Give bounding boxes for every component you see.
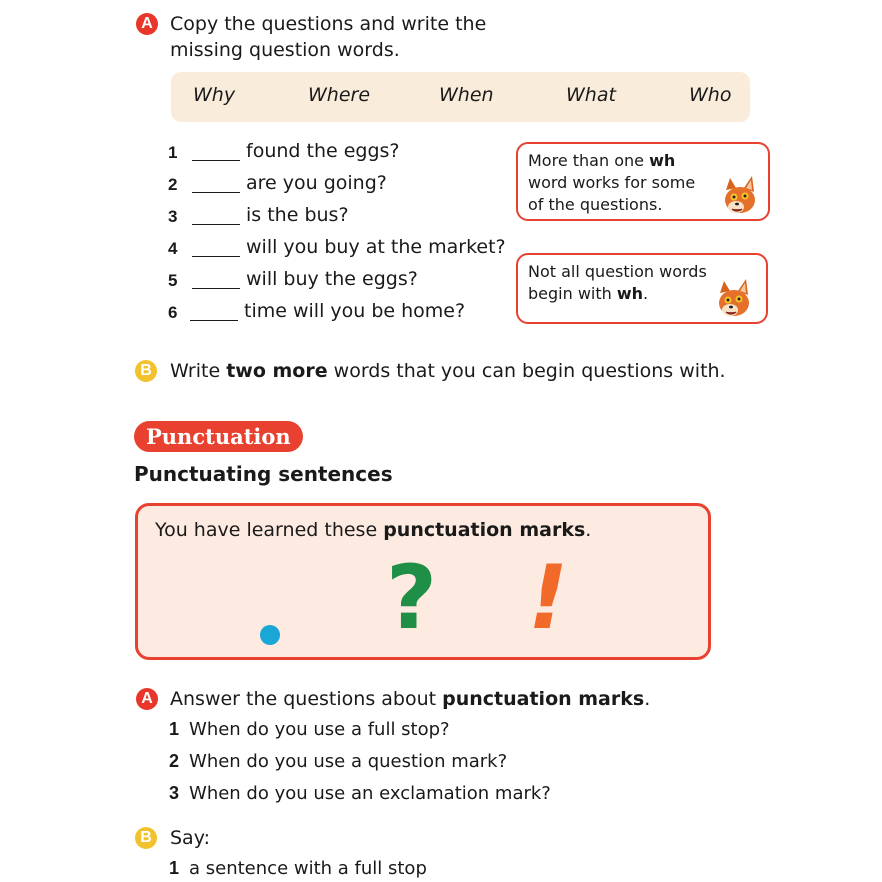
- answer-blank[interactable]: [192, 288, 240, 289]
- answer-blank[interactable]: [192, 160, 240, 161]
- punctuation-marks-box: [135, 503, 711, 660]
- question-number: 5: [168, 271, 178, 290]
- activity-a-instruction: [170, 11, 486, 63]
- tip-text: Not all question words begin with wh.: [528, 262, 707, 303]
- list-item: 1 a sentence with a full stop: [169, 858, 427, 879]
- word-bank-item: When: [439, 84, 494, 106]
- question-number: 4: [168, 239, 178, 258]
- section-pill-punctuation: Punctuation: [134, 421, 303, 452]
- list-item: 2 When do you use a question mark?: [169, 751, 508, 772]
- answer-blank[interactable]: [190, 320, 238, 321]
- word-bank: [171, 72, 750, 122]
- activity-a-badge: A: [136, 688, 158, 710]
- answer-blank[interactable]: [192, 256, 240, 257]
- tip-box-not-all-wh: [516, 253, 768, 324]
- punctuation-box-text: You have learned these punctuation marks.: [155, 519, 592, 541]
- word-bank-item: Why: [193, 84, 236, 106]
- question-text: are you going?: [246, 172, 387, 194]
- instruction-line-1: Copy the questions and write the: [170, 13, 487, 35]
- instruction-line-2: missing question words.: [170, 39, 400, 61]
- activity-b-badge: B: [135, 827, 157, 849]
- full-stop-mark: [260, 625, 280, 645]
- question-number: 6: [168, 303, 178, 322]
- exclamation-mark: !: [528, 546, 569, 649]
- question-text: found the eggs?: [246, 140, 400, 162]
- list-item: 3 When do you use an exclamation mark?: [169, 783, 551, 804]
- activity-b-label: Say:: [170, 827, 210, 849]
- question-number: 1: [168, 143, 178, 162]
- tip-text: More than one wh word works for some of the questions.: [528, 151, 696, 214]
- section-heading: Punctuating sentences: [134, 462, 393, 486]
- activity-b-instruction: Write two more words that you can begin questions with.: [170, 360, 726, 382]
- word-bank-item: Who: [689, 84, 732, 106]
- answer-blank[interactable]: [192, 224, 240, 225]
- question-number: 2: [168, 175, 178, 194]
- question-text: will buy the eggs?: [246, 268, 418, 290]
- question-text: will you buy at the market?: [246, 236, 506, 258]
- answer-blank[interactable]: [192, 192, 240, 193]
- activity-b-badge: B: [135, 360, 157, 382]
- question-number: 3: [168, 207, 178, 226]
- cat-mascot-icon: [718, 176, 760, 218]
- activity-a-badge: A: [136, 13, 158, 35]
- activity-a-instruction: Answer the questions about punctuation marks.: [170, 688, 651, 710]
- word-bank-item: Where: [308, 84, 371, 106]
- question-mark: ?: [386, 546, 438, 649]
- question-text: time will you be home?: [244, 300, 466, 322]
- list-item: 1 When do you use a full stop?: [169, 719, 450, 740]
- tip-box-wh-words: [516, 142, 770, 221]
- question-text: is the bus?: [246, 204, 349, 226]
- cat-mascot-icon: [712, 279, 754, 321]
- word-bank-item: What: [566, 84, 616, 106]
